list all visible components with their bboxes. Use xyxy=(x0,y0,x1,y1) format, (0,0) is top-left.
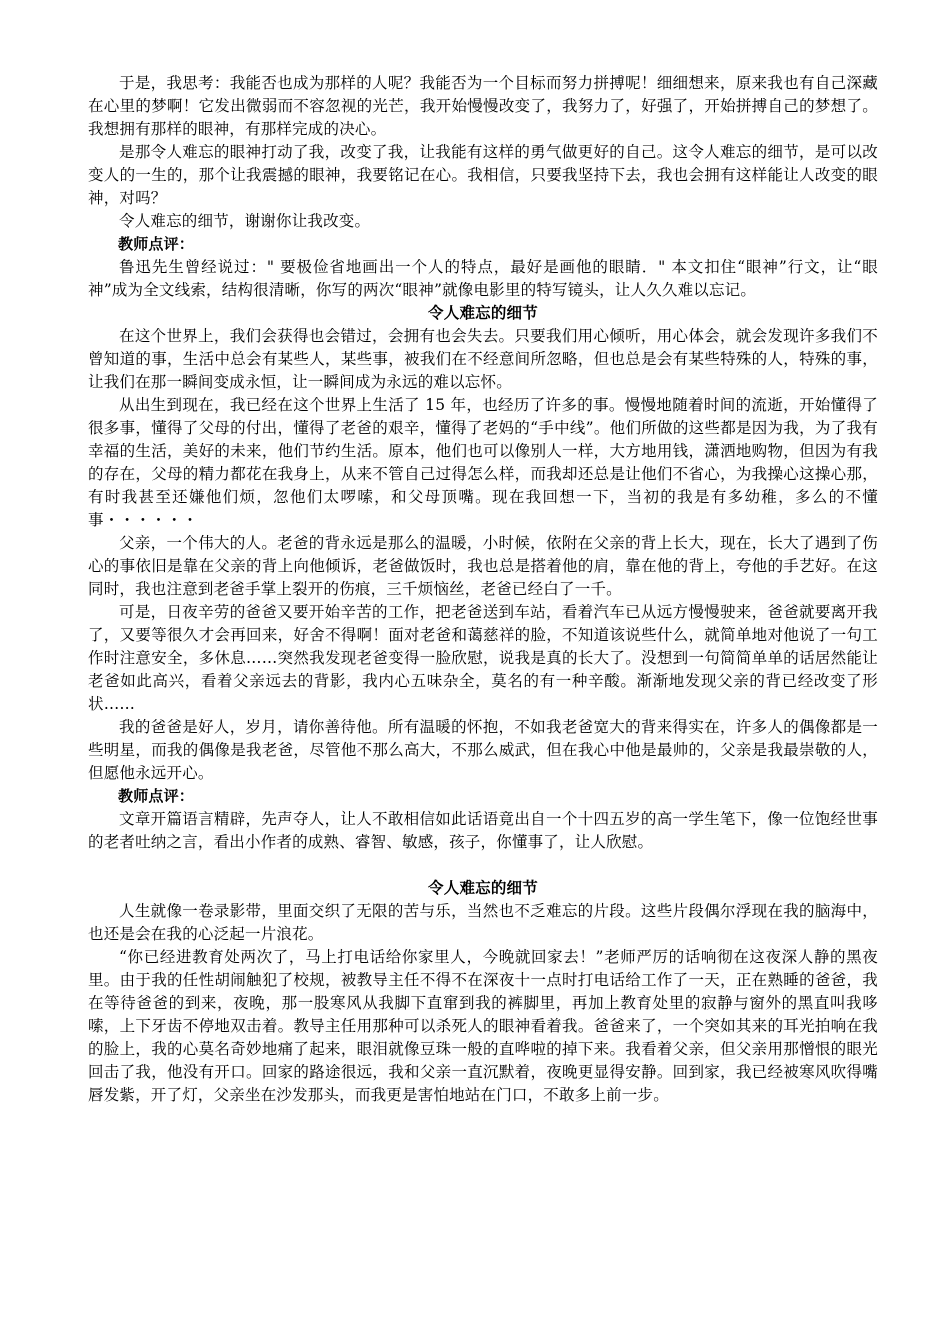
essay2-title: 令人难忘的细节 xyxy=(428,304,538,322)
essay2-paragraph-5: 我的爸爸是好人，岁月，请你善待他。所有温暖的怀抱，不如我老爸宽大的背来得实在，许多人的偶像都是一些明星，而我的偶像是我老爸，尽管他不那么高大，不那么威武，但在我心中他是最帅的，父亲是我最崇敬的人，但愿他永远开心。 xyxy=(88,718,878,782)
essay2-paragraph-1: 在这个世界上，我们会获得也会错过，会拥有也会失去。只要我们用心倾听，用心体会，就会发现许多我们不曾知道的事，生活中总会有某些人，某些事，被我们在不经意间所忽略，但也总是会有某些特殊的人，特殊的事，让我们在那一瞬间变成永恒，让一瞬间成为永远的难以忘怀。 xyxy=(88,327,878,391)
essay1-comment: 鲁迅先生曾经说过：" 要极俭省地画出一个人的特点，最好是画他的眼睛．" 本文扣住“眼神”行文，让“眼神”成为全文线索，结构很清晰，你写的两次“眼神”就像电影里的特写镜头，让人久久难以忘记。 xyxy=(88,258,878,299)
essay2-comment: 文章开篇语言精辟，先声夺人，让人不敢相信如此话语竟出自一个十四五岁的高一学生笔下，像一位饱经世事的老者吐纳之言，看出小作者的成熟、睿智、敏感，孩子，你懂事了，让人欣慰。 xyxy=(88,810,878,851)
document-page xyxy=(88,72,878,1107)
essay3-paragraph-2: “你已经进教育处两次了，马上打电话给你家里人，今晚就回家去！”老师严厉的话响彻在这夜深人静的黑夜里。由于我的任性胡闹触犯了校规，被教导主任不得不在深夜十一点时打电话给工作了一天，正在熟睡的爸爸，我在等待爸爸的到来，夜晚，那一股寒风从我脚下直窜到我的裤脚里，再加上教育处里的寂静与窗外的黑直叫我哆嗦，上下牙齿不停地双击着。教导主任用那种可以杀死人的眼神看着我。爸爸来了，一个突如其来的耳光拍响在我的脸上，我的心莫名奇妙地痛了起来，眼泪就像豆珠一般的直哗啦的掉下来。我看着父亲，但父亲用那憎恨的眼光回击了我，他没有开口。回家的路途很远，我和父亲一直沉默着，夜晚更显得安静。回到家，我已经被寒风吹得嘴唇发紫，开了灯，父亲坐在沙发那头，而我更是害怕地站在门口，不敢多上前一步。 xyxy=(88,948,878,1104)
essay3-title: 令人难忘的细节 xyxy=(428,879,538,897)
essay2-paragraph-3: 父亲，一个伟大的人。老爸的背永远是那么的温暖，小时候，依附在父亲的背上长大，现在，长大了遇到了伤心的事依旧是靠在父亲的背上向他倾诉，老爸做饭时，我也总是搭着他的肩，靠在他的背上，夸他的手艺好。在这同时，我也注意到老爸手掌上裂开的伤痕，三千烦恼丝，老爸已经白了一千。 xyxy=(88,534,878,598)
essay2-comment-label: 教师点评： xyxy=(118,787,195,805)
essay1-paragraph-3: 令人难忘的细节，谢谢你让我改变。 xyxy=(119,212,371,230)
essay2-paragraph-4: 可是，日夜辛劳的爸爸又要开始辛苦的工作，把老爸送到车站，看着汽车已从远方慢慢驶来，爸爸就要离开我了，又要等很久才会再回来，好舍不得啊！面对老爸和蔼慈祥的脸，不知道该说些什么，就简单地对他说了一句工作时注意安全，多休息……突然我发现老爸变得一脸欣慰，说我是真的长大了。没想到一句简简单单的话居然能让老爸如此高兴，看着父亲远去的背影，我内心五味杂全，莫名的有一种辛酸。渐渐地发现父亲的背已经改变了形状…… xyxy=(88,603,878,713)
essay1-paragraph-2: 是那令人难忘的眼神打动了我，改变了我，让我能有这样的勇气做更好的自己。这令人难忘的细节，是可以改变人的一生的，那个让我震撼的眼神，我要铭记在心。我相信，只要我坚持下去，我也会拥有这样能让人改变的眼神，对吗？ xyxy=(88,143,878,207)
essay1-paragraph-1: 于是，我思考：我能否也成为那样的人呢？我能否为一个目标而努力拼搏呢！细细想来，原来我也有自己深藏在心里的梦啊！它发出微弱而不容忽视的光芒，我开始慢慢改变了，我努力了，好强了，开始拼搏自己的梦想了。我想拥有那样的眼神，有那样完成的决心。 xyxy=(88,74,878,138)
essay3-paragraph-1: 人生就像一卷录影带，里面交织了无限的苦与乐，当然也不乏难忘的片段。这些片段偶尔浮现在我的脑海中，也还是会在我的心泛起一片浪花。 xyxy=(88,902,878,943)
essay2-paragraph-2: 从出生到现在，我已经在这个世界上生活了 15 年，也经历了许多的事。慢慢地随着时间的流逝，开始懂得了很多事，懂得了父母的付出，懂得了老爸的艰辛，懂得了老妈的“手中线”。他们所做的这些都是因为我，为了我有幸福的生活，美好的未来，他们节约生活。原本，他们也可以像别人一样，大方地用钱，潇洒地购物，但因为有我的存在，父母的精力都花在我身上，从来不管自己过得怎么样，而我却还总是让他们不省心，为我操心这操心那，有时我甚至还嫌他们烦，忽他们太啰嗦，和父母顶嘴。现在我回想一下，当初的我是有多幼稚，多么的不懂事・・・・・・ xyxy=(88,396,878,529)
essay1-comment-label: 教师点评： xyxy=(118,235,195,253)
section-gap xyxy=(88,854,878,877)
